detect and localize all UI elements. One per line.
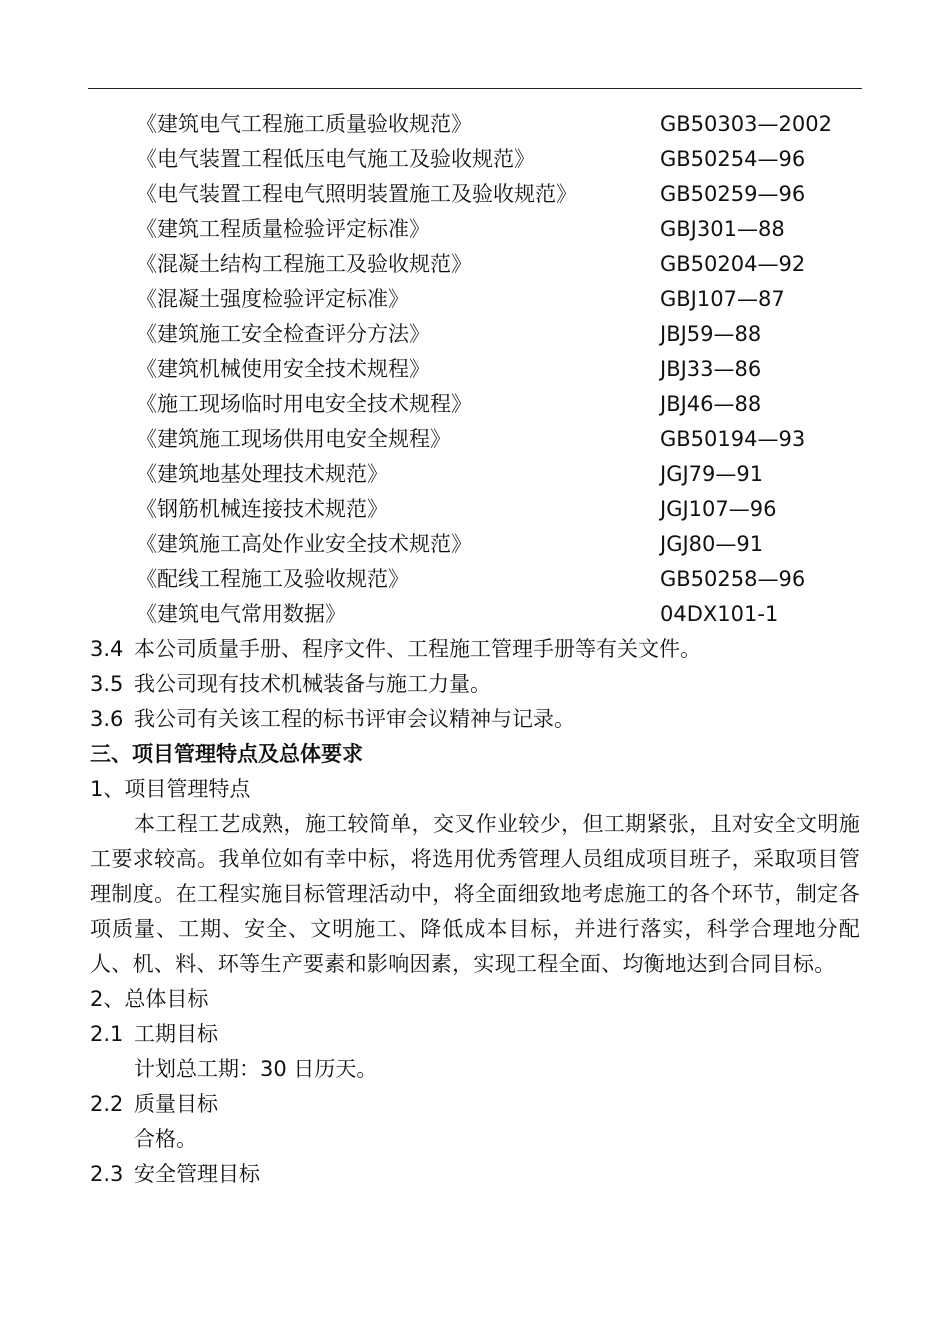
standard-code: JBJ46—88 — [660, 392, 762, 416]
standard-row — [90, 457, 862, 492]
target-detail: 合格。 — [134, 1127, 197, 1151]
target-heading — [90, 1017, 862, 1052]
basis-item — [90, 632, 862, 667]
standard-row — [90, 177, 862, 212]
standard-name: 《建筑地基处理技术规范》 — [136, 462, 388, 486]
standard-code: GB50254—96 — [660, 147, 806, 171]
standard-code: GBJ107—87 — [660, 287, 785, 311]
standard-code: 04DX101-1 — [660, 602, 779, 626]
standard-code: JGJ107—96 — [660, 497, 777, 521]
standard-name: 《混凝土强度检验评定标准》 — [136, 287, 409, 311]
standard-code: GB50259—96 — [660, 182, 806, 206]
standard-name: 《配线工程施工及验收规范》 — [136, 567, 409, 591]
standard-name: 《电气装置工程低压电气施工及验收规范》 — [136, 147, 535, 171]
subsection-heading-1: 1、项目管理特点 — [90, 777, 251, 801]
item-text: 我公司有关该工程的标书评审会议精神与记录。 — [134, 707, 575, 731]
standard-row — [90, 317, 862, 352]
standard-code: JGJ80—91 — [660, 532, 764, 556]
section-heading: 三、项目管理特点及总体要求 — [90, 742, 363, 766]
standard-code: GB50204—92 — [660, 252, 806, 276]
target-number: 2.1 — [90, 1022, 124, 1046]
standard-row — [90, 282, 862, 317]
standard-row — [90, 387, 862, 422]
management-features-paragraph: 本工程工艺成熟，施工较简单，交叉作业较少，但工期紧张，且对安全文明施工要求较高。我单位如有幸中标，将选用优秀管理人员组成项目班子，采取项目管理制度。在工程实施目标管理活动中，将全面细致地考虑施工的各个环节，制定各项质量、工期、安全、文明施工、降低成本目标，并进行落实，科学合理地分配人、机、料、环等生产要素和影响因素，实现工程全面、均衡地达到合同目标。 — [90, 812, 860, 976]
standard-code: GBJ301—88 — [660, 217, 785, 241]
standard-name: 《施工现场临时用电安全技术规程》 — [136, 392, 472, 416]
basis-item — [90, 667, 862, 702]
target-number: 2.3 — [90, 1162, 124, 1186]
standard-row — [90, 562, 862, 597]
standard-name: 《建筑施工现场供用电安全规程》 — [136, 427, 451, 451]
target-heading — [90, 1087, 862, 1122]
basis-item — [90, 702, 862, 737]
standard-code: JBJ33—86 — [660, 357, 762, 381]
standard-name: 《混凝土结构工程施工及验收规范》 — [136, 252, 472, 276]
standard-name: 《钢筋机械连接技术规范》 — [136, 497, 388, 521]
standard-row — [90, 527, 862, 562]
standard-row — [90, 247, 862, 282]
standard-name: 《建筑施工高处作业安全技术规范》 — [136, 532, 472, 556]
target-title: 质量目标 — [134, 1092, 218, 1116]
targets-list — [90, 1017, 862, 1192]
standard-row — [90, 107, 862, 142]
target-title: 安全管理目标 — [134, 1162, 260, 1186]
standard-row — [90, 597, 862, 632]
target-number: 2.2 — [90, 1092, 124, 1116]
item-number: 3.4 — [90, 637, 124, 661]
standard-row — [90, 212, 862, 247]
standard-row — [90, 422, 862, 457]
standard-code: GB50194—93 — [660, 427, 806, 451]
item-number: 3.5 — [90, 672, 124, 696]
standard-code: JGJ79—91 — [660, 462, 764, 486]
standard-row — [90, 352, 862, 387]
standard-row — [90, 142, 862, 177]
target-title: 工期目标 — [134, 1022, 218, 1046]
target-detail: 计划总工期：30 日历天。 — [134, 1057, 378, 1081]
target-heading — [90, 1157, 862, 1192]
standard-name: 《建筑机械使用安全技术规程》 — [136, 357, 430, 381]
document-body — [90, 107, 862, 1192]
standard-row — [90, 492, 862, 527]
standard-name: 《建筑施工安全检查评分方法》 — [136, 322, 430, 346]
standard-name: 《建筑电气常用数据》 — [136, 602, 346, 626]
subsection-heading-2: 2、总体目标 — [90, 987, 209, 1011]
header-rule — [88, 88, 862, 89]
standards-list — [90, 107, 862, 632]
standard-name: 《电气装置工程电气照明装置施工及验收规范》 — [136, 182, 577, 206]
item-text: 本公司质量手册、程序文件、工程施工管理手册等有关文件。 — [134, 637, 701, 661]
basis-list — [90, 632, 862, 737]
standard-code: GB50303—2002 — [660, 112, 832, 136]
item-number: 3.6 — [90, 707, 124, 731]
standard-name: 《建筑电气工程施工质量验收规范》 — [136, 112, 472, 136]
item-text: 我公司现有技术机械装备与施工力量。 — [134, 672, 491, 696]
standard-name: 《建筑工程质量检验评定标准》 — [136, 217, 430, 241]
standard-code: GB50258—96 — [660, 567, 806, 591]
standard-code: JBJ59—88 — [660, 322, 762, 346]
